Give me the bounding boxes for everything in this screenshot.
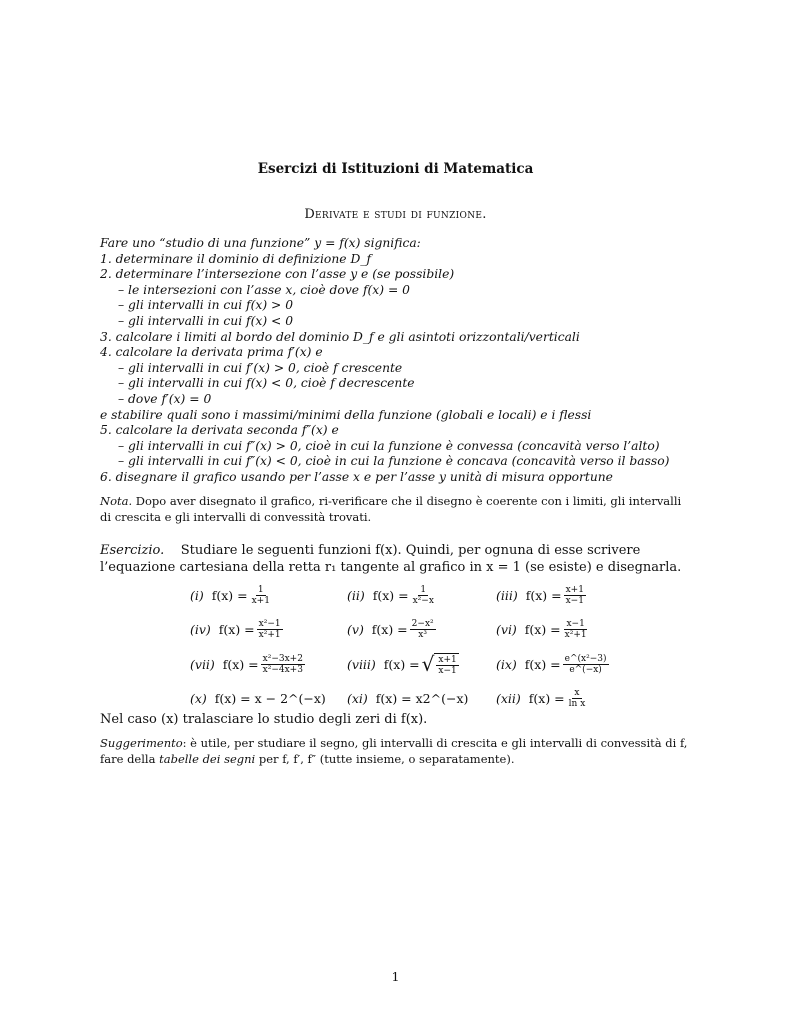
function-label: (ix) <box>496 656 517 672</box>
fraction <box>411 585 436 606</box>
function-label: (i) <box>190 587 204 603</box>
fraction <box>410 619 436 640</box>
step-line: – gli intervalli in cui f″(x) > 0, cioè in cui la funzione è convessa (concavità verso l’alto) <box>118 438 660 453</box>
function-lhs: f(x) = <box>222 656 259 672</box>
function-vi <box>496 617 589 641</box>
fraction <box>436 655 458 676</box>
step-line: 3. calcolare i limiti al bordo del dominio D_f e gli asintoti orizzontali/verticali <box>100 329 580 344</box>
denominator: ln x <box>568 698 586 709</box>
function-label: (v) <box>347 621 364 637</box>
denominator: x−1 <box>565 595 584 606</box>
numerator: x²−1 <box>258 618 281 629</box>
suggestion-text: : è utile, per studiare il segno, gli intervalli di crescita e gli intervalli di convessità di f, fare della <box>100 736 688 766</box>
step-line: e stabilire quali sono i massimi/minimi della funzione (globali e locali) e i flessi <box>100 407 592 422</box>
numerator: 1 <box>257 584 264 595</box>
note-text: Dopo aver disegnato il grafico, ri-verificare che il disegno è coerente con i limiti, gli intervalli di crescita e gli intervalli di convessità trovati. <box>100 494 682 524</box>
function-lhs: f(x) = <box>525 587 562 603</box>
fraction <box>563 654 609 675</box>
suggestion-label: Suggerimento <box>100 736 183 750</box>
function-label: (x) <box>190 690 207 706</box>
step-line: Fare uno “studio di una funzione” y = f(x) significa: <box>100 236 421 250</box>
numerator: e^(x²−3) <box>564 653 607 664</box>
step-line: 1. determinare il dominio di definizione D_f <box>100 251 371 266</box>
study-steps-list <box>100 236 700 486</box>
step-line: 2. determinare l’intersezione con l’asse y e (se possibile) <box>100 267 455 282</box>
suggestion-emphasis: tabelle dei segni <box>159 752 256 766</box>
case-note: Nel caso (x) tralasciare lo studio degli zeri di f(x). <box>100 712 428 727</box>
step-line: – gli intervalli in cui f′(x) > 0, cioè f crescente <box>118 360 403 375</box>
document-title: Esercizi di Istituzioni di Matematica <box>257 161 534 177</box>
function-label: (vii) <box>190 656 215 672</box>
step-line: – gli intervalli in cui f(x) < 0, cioè f decrescente <box>118 376 415 391</box>
numerator: x²−3x+2 <box>262 653 303 664</box>
step-line: – le intersezioni con l’asse x, cioè dove f(x) = 0 <box>118 282 410 297</box>
function-v <box>347 617 436 641</box>
fraction <box>261 654 305 675</box>
denominator: x²+1 <box>564 629 587 640</box>
function-label: (viii) <box>347 656 376 672</box>
function-label: (ii) <box>347 587 365 603</box>
step-line: – gli intervalli in cui f(x) > 0 <box>118 298 294 313</box>
fraction <box>257 619 283 640</box>
function-xii <box>496 686 587 710</box>
step-line: 5. calcolare la derivata seconda f″(x) e <box>100 423 339 438</box>
function-label: (xi) <box>347 690 368 706</box>
function-lhs: f(x) = x − 2^(−x) <box>214 690 326 706</box>
numerator: x+1 <box>438 654 457 665</box>
step-line: – gli intervalli in cui f(x) < 0 <box>118 313 294 328</box>
function-vii <box>190 652 305 676</box>
suggestion-paragraph <box>100 735 694 767</box>
section-title: Derivate e studi di funzione. <box>304 207 487 222</box>
fraction <box>250 585 272 606</box>
denominator: x+1 <box>251 595 270 606</box>
fraction <box>564 585 586 606</box>
exercise-text: Studiare le seguenti funzioni f(x). Quindi, per ognuna di esse scrivere l’equazione cartesiana della retta r₁ tangente al grafico in x = 1 (se esiste) e disegnarla. <box>100 543 682 575</box>
function-label: (iii) <box>496 587 518 603</box>
fraction <box>563 619 589 640</box>
denominator: e^(−x) <box>569 664 602 675</box>
function-lhs: f(x) = <box>211 587 248 603</box>
denominator: x−1 <box>438 665 457 676</box>
function-label: (vi) <box>496 621 517 637</box>
note-paragraph <box>100 493 694 525</box>
square-root <box>422 653 459 676</box>
denominator: x²−x <box>412 595 434 606</box>
numerator: 1 <box>420 584 427 595</box>
function-label: (iv) <box>190 621 211 637</box>
function-lhs: f(x) = <box>218 621 255 637</box>
function-ix <box>496 652 609 676</box>
numerator: x <box>574 687 580 698</box>
function-lhs: f(x) = x2^(−x) <box>375 690 469 706</box>
function-iv <box>190 617 283 641</box>
function-lhs: f(x) = <box>371 621 408 637</box>
functions-row <box>190 686 670 710</box>
function-label: (xii) <box>496 690 521 706</box>
function-lhs: f(x) = <box>524 656 561 672</box>
functions-row <box>190 583 670 607</box>
numerator: 2−x² <box>411 618 434 629</box>
step-line: 4. calcolare la derivata prima f′(x) e <box>100 345 323 360</box>
denominator: x²+1 <box>258 629 281 640</box>
note-label: Nota. <box>100 494 133 508</box>
fraction <box>567 688 588 709</box>
function-i <box>190 583 272 607</box>
functions-row <box>190 617 670 641</box>
function-lhs: f(x) = <box>524 621 561 637</box>
step-line: – gli intervalli in cui f″(x) < 0, cioè in cui la funzione è concava (concavità verso il basso) <box>118 454 670 469</box>
numerator: x−1 <box>566 618 585 629</box>
function-ii <box>347 583 436 607</box>
denominator: x³ <box>418 629 427 640</box>
step-line: 6. disegnare il grafico usando per l’asse x e per l’asse y unità di misura opportune <box>100 469 613 484</box>
function-lhs: f(x) = <box>528 690 565 706</box>
function-lhs: f(x) = <box>372 587 409 603</box>
function-x <box>190 686 326 710</box>
suggestion-tail: per f, f′, f″ (tutte insieme, o separatamente). <box>255 752 515 766</box>
denominator: x²−4x+3 <box>262 664 303 675</box>
function-lhs: f(x) = <box>383 656 420 672</box>
exercise-paragraph <box>100 542 694 576</box>
function-iii <box>496 583 586 607</box>
function-viii <box>347 652 459 676</box>
numerator: x+1 <box>565 584 584 595</box>
functions-row <box>190 652 670 676</box>
exercise-label: Esercizio. <box>100 543 165 558</box>
step-line: – dove f′(x) = 0 <box>118 391 212 406</box>
radical-sign-icon: √ <box>421 652 435 676</box>
page-number: 1 <box>391 969 400 984</box>
function-xi <box>347 686 468 710</box>
